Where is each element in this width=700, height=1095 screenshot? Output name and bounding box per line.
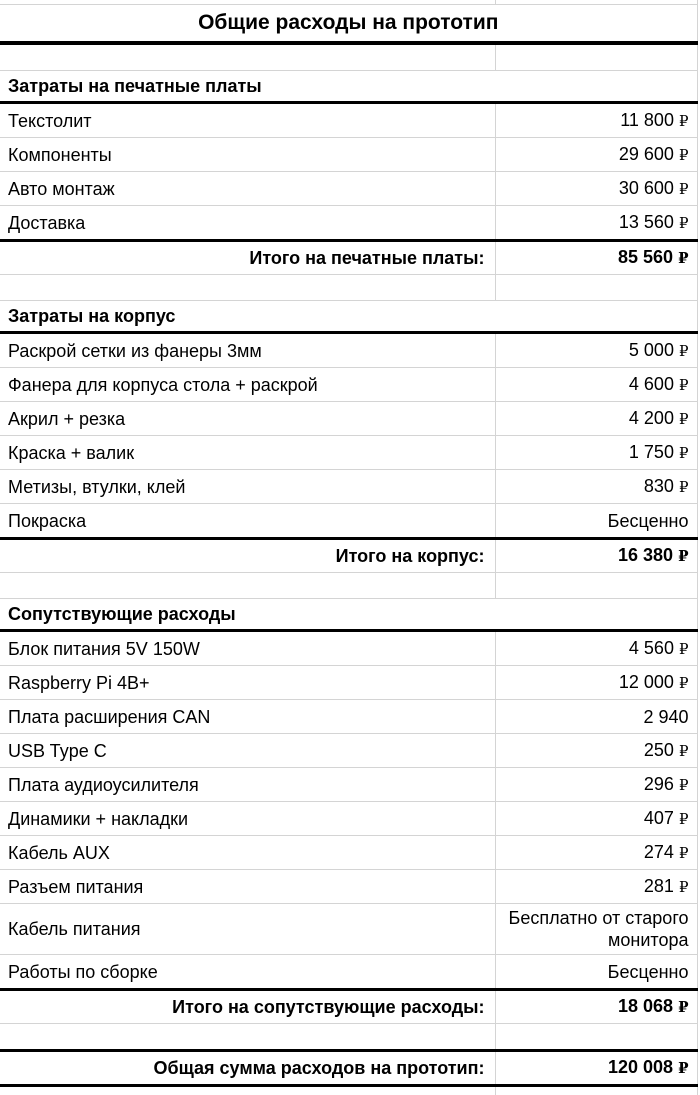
section-total-label: Итого на корпус: (0, 539, 495, 573)
spacer-cell (495, 573, 697, 599)
ruble-sign: ₽ (679, 846, 689, 862)
item-label: USB Type C (0, 734, 495, 768)
ruble-sign: ₽ (678, 549, 688, 565)
spacer-cell (0, 1024, 495, 1051)
item-label: Работы по сборке (0, 955, 495, 990)
section-total-label: Итого на сопутствующие расходы: (0, 990, 495, 1024)
page-title: Общие расходы на прототип (0, 5, 697, 44)
spacer-cell (0, 573, 495, 599)
ruble-sign: ₽ (678, 1061, 688, 1077)
table-row (0, 368, 697, 402)
section-total-value: 16 380 ₽ (495, 539, 697, 573)
item-value: 1 750 ₽ (495, 436, 697, 470)
section-total-value: 85 560 ₽ (495, 241, 697, 275)
table-row (0, 870, 697, 904)
grand-total-label: Общая сумма расходов на прототип: (0, 1051, 495, 1086)
item-label: Метизы, втулки, клей (0, 470, 495, 504)
section-total-row (0, 990, 697, 1024)
section-header-row (0, 301, 697, 333)
item-value: 12 000 ₽ (495, 666, 697, 700)
section-header: Затраты на печатные платы (0, 71, 697, 103)
item-value: 11 800 ₽ (495, 103, 697, 138)
ruble-sign: ₽ (679, 148, 689, 164)
section-total-row (0, 539, 697, 573)
section-header: Затраты на корпус (0, 301, 697, 333)
ruble-sign: ₽ (679, 182, 689, 198)
table-row (0, 904, 697, 955)
section-header: Сопутствующие расходы (0, 599, 697, 631)
grand-total-value: 120 008 ₽ (495, 1051, 697, 1086)
ruble-sign: ₽ (679, 480, 689, 496)
item-label: Покраска (0, 504, 495, 539)
ruble-sign: ₽ (679, 378, 689, 394)
spacer-cell (495, 1024, 697, 1051)
spacer-row (0, 573, 697, 599)
item-label: Кабель AUX (0, 836, 495, 870)
item-label: Раскрой сетки из фанеры 3мм (0, 333, 495, 368)
item-label: Динамики + накладки (0, 802, 495, 836)
section-total-label: Итого на печатные платы: (0, 241, 495, 275)
item-value: 830 ₽ (495, 470, 697, 504)
table-row (0, 172, 697, 206)
item-value: 30 600 ₽ (495, 172, 697, 206)
ruble-sign: ₽ (678, 251, 688, 267)
table-row (0, 138, 697, 172)
item-label: Raspberry Pi 4B+ (0, 666, 495, 700)
table-row (0, 333, 697, 368)
table-row (0, 436, 697, 470)
ruble-sign: ₽ (679, 642, 689, 658)
item-value: 4 200 ₽ (495, 402, 697, 436)
section-total-value: 18 068 ₽ (495, 990, 697, 1024)
ruble-sign: ₽ (679, 812, 689, 828)
item-label: Акрил + резка (0, 402, 495, 436)
item-value: 274 ₽ (495, 836, 697, 870)
item-value: 407 ₽ (495, 802, 697, 836)
item-label: Доставка (0, 206, 495, 241)
item-value: 4 600 ₽ (495, 368, 697, 402)
spacer-cell (0, 275, 495, 301)
item-label: Кабель питания (0, 904, 495, 955)
item-value: 2 940 (495, 700, 697, 734)
item-label: Краска + валик (0, 436, 495, 470)
ruble-sign: ₽ (679, 778, 689, 794)
table-row (0, 666, 697, 700)
table-row (0, 103, 697, 138)
spacer-cell (0, 43, 495, 71)
item-label: Плата расширения CAN (0, 700, 495, 734)
ruble-sign: ₽ (679, 676, 689, 692)
item-value: 250 ₽ (495, 734, 697, 768)
bottom-edge-row (0, 1086, 697, 1095)
bottom-edge-cell (495, 1086, 697, 1095)
item-label: Блок питания 5V 150W (0, 631, 495, 666)
title-row (0, 5, 697, 44)
item-value: 5 000 ₽ (495, 333, 697, 368)
table-row (0, 955, 697, 990)
item-label: Плата аудиоусилителя (0, 768, 495, 802)
spacer-row (0, 1024, 697, 1051)
item-label: Фанера для корпуса стола + раскрой (0, 368, 495, 402)
ruble-sign: ₽ (679, 114, 689, 130)
item-value: 296 ₽ (495, 768, 697, 802)
ruble-sign: ₽ (678, 1000, 688, 1016)
item-value: Бесценно (495, 504, 697, 539)
item-value: Бесценно (495, 955, 697, 990)
item-value: 29 600 ₽ (495, 138, 697, 172)
table-row (0, 836, 697, 870)
item-value: 4 560 ₽ (495, 631, 697, 666)
table-row (0, 700, 697, 734)
item-label: Авто монтаж (0, 172, 495, 206)
item-label: Компоненты (0, 138, 495, 172)
ruble-sign: ₽ (679, 344, 689, 360)
item-value: 281 ₽ (495, 870, 697, 904)
spacer-row (0, 275, 697, 301)
grand-total-row (0, 1051, 697, 1086)
table-row (0, 206, 697, 241)
spacer-cell (495, 275, 697, 301)
table-row (0, 470, 697, 504)
section-header-row (0, 599, 697, 631)
item-label: Текстолит (0, 103, 495, 138)
table-row (0, 631, 697, 666)
ruble-sign: ₽ (679, 744, 689, 760)
item-label: Разъем питания (0, 870, 495, 904)
item-value: Бесплатно от старого монитора (495, 904, 697, 955)
table-row (0, 802, 697, 836)
table-row (0, 768, 697, 802)
spacer-cell (495, 43, 697, 71)
bottom-edge-cell (0, 1086, 495, 1095)
ruble-sign: ₽ (679, 412, 689, 428)
ruble-sign: ₽ (679, 880, 689, 896)
item-value: 13 560 ₽ (495, 206, 697, 241)
ruble-sign: ₽ (679, 446, 689, 462)
section-header-row (0, 71, 697, 103)
table-row (0, 402, 697, 436)
section-total-row (0, 241, 697, 275)
spacer-row (0, 43, 697, 71)
ruble-sign: ₽ (679, 216, 689, 232)
table-row (0, 504, 697, 539)
table-row (0, 734, 697, 768)
